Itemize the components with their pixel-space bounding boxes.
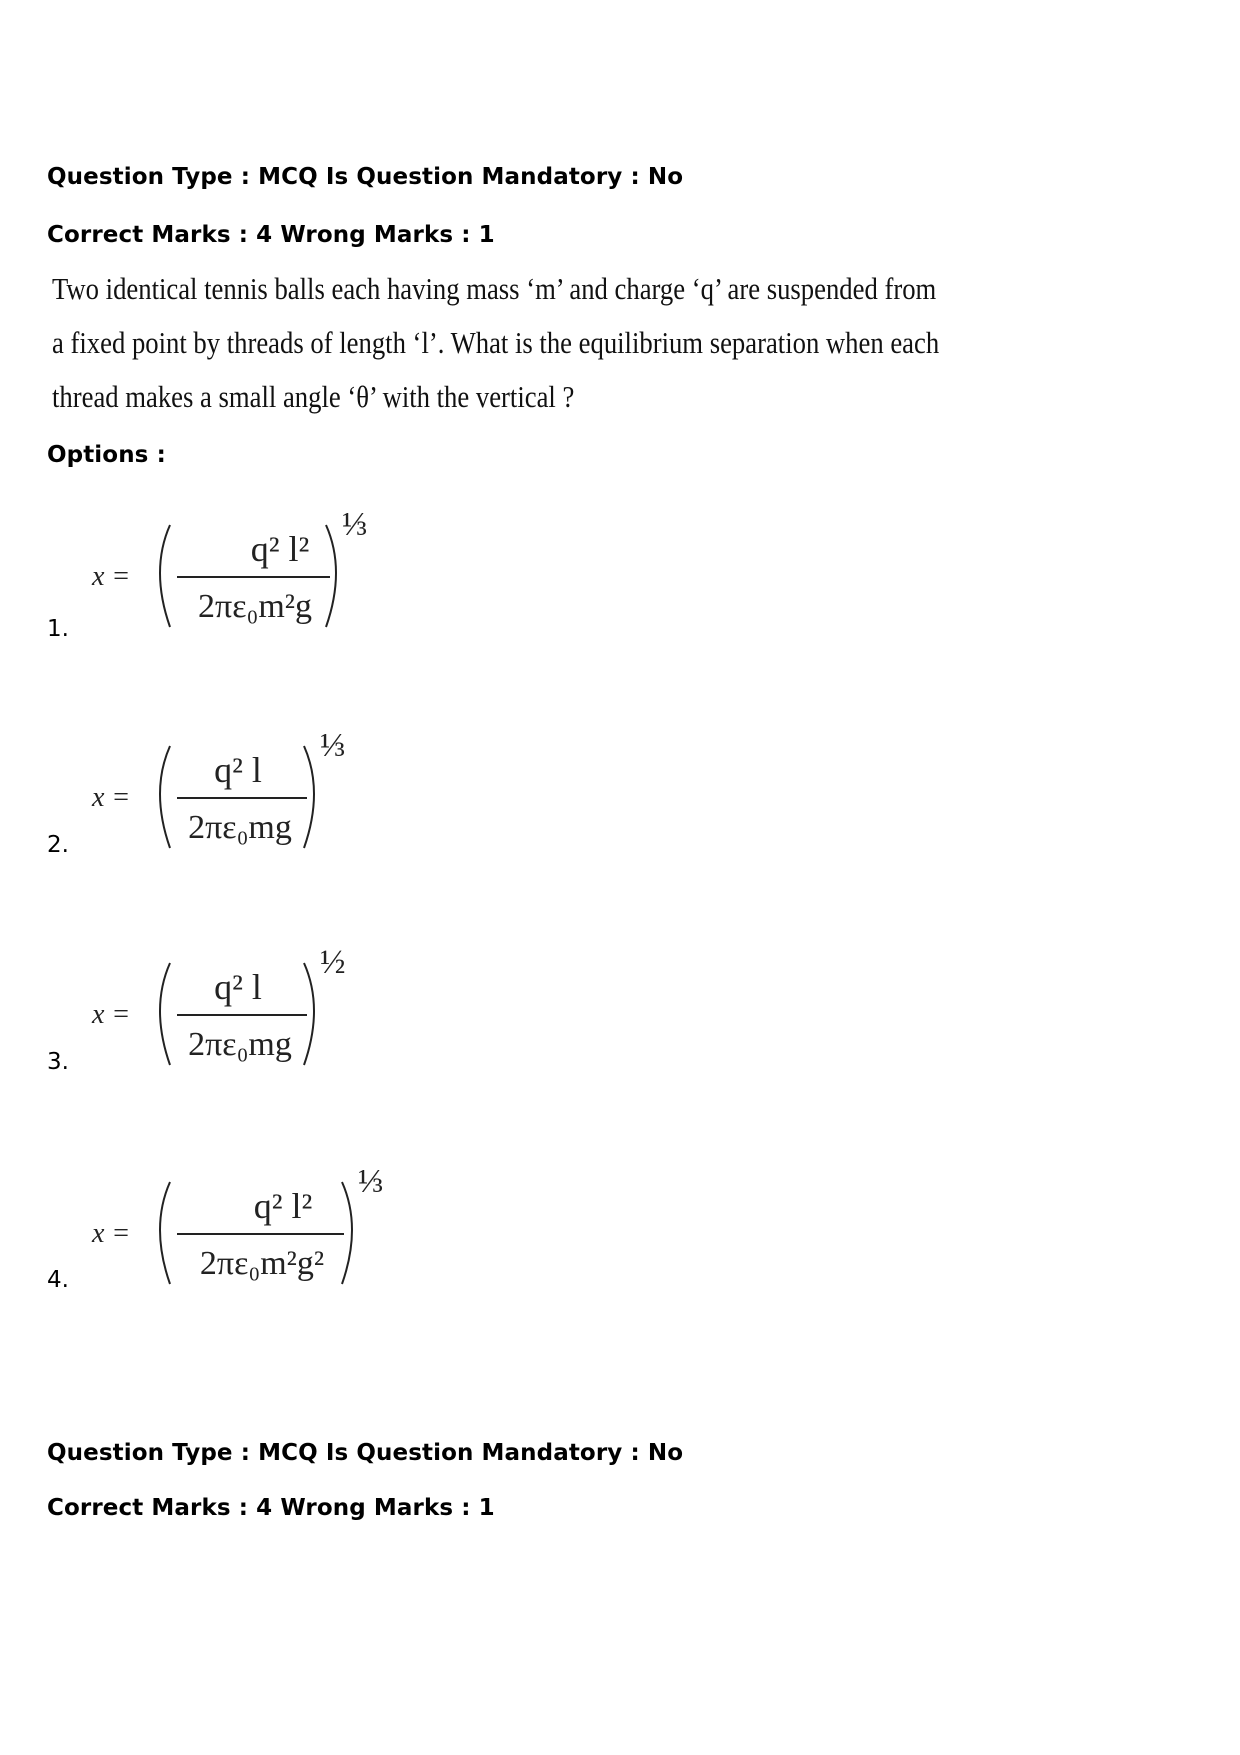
option-number: 3. [47,1049,69,1075]
options-label: Options : [47,442,166,468]
option-formula [80,716,410,866]
formula-exponent: ⅓ [342,506,368,543]
option-formula [80,495,410,645]
option-number: 2. [47,832,69,858]
left-paren [160,1182,170,1284]
formula-numerator: q² l [214,750,262,790]
left-paren [160,963,170,1065]
left-paren [160,525,170,627]
formula-lhs: x = [92,1218,131,1249]
formula-lhs: x = [92,999,131,1030]
formula-lhs: x = [92,561,131,592]
option-number: 1. [47,616,69,642]
formula-numerator: q² l [214,967,262,1007]
formula-denominator: 2πε₀m²g [198,588,312,625]
formula-numerator: q² l² [253,1186,313,1226]
question-type-line: Question Type : MCQ Is Question Mandatory : No [47,164,684,190]
formula-denominator: 2πε₀mg [188,1026,292,1063]
formula-numerator: q² l² [250,529,310,569]
option-formula [80,933,410,1083]
question-type-line: Question Type : MCQ Is Question Mandatory : No [47,1440,684,1466]
formula-denominator: 2πε₀mg [188,809,292,846]
marks-line: Correct Marks : 4 Wrong Marks : 1 [47,1495,495,1521]
option-formula [80,1152,410,1302]
question-text: Two identical tennis balls each having mass ‘m’ and charge ‘q’ are suspended from a fixed point by threads of length ‘l’. What is the equilibrium separation when each thread makes a small angle ‘θ’ with the vertical ? [52,271,940,414]
formula-exponent: ½ [320,944,346,981]
formula-exponent: ⅓ [358,1163,384,1200]
formula-denominator: 2πε₀m²g² [199,1245,325,1282]
marks-line: Correct Marks : 4 Wrong Marks : 1 [47,222,495,248]
option-number: 4. [47,1267,69,1293]
left-paren [160,746,170,848]
formula-lhs: x = [92,782,131,813]
formula-exponent: ⅓ [320,727,346,764]
